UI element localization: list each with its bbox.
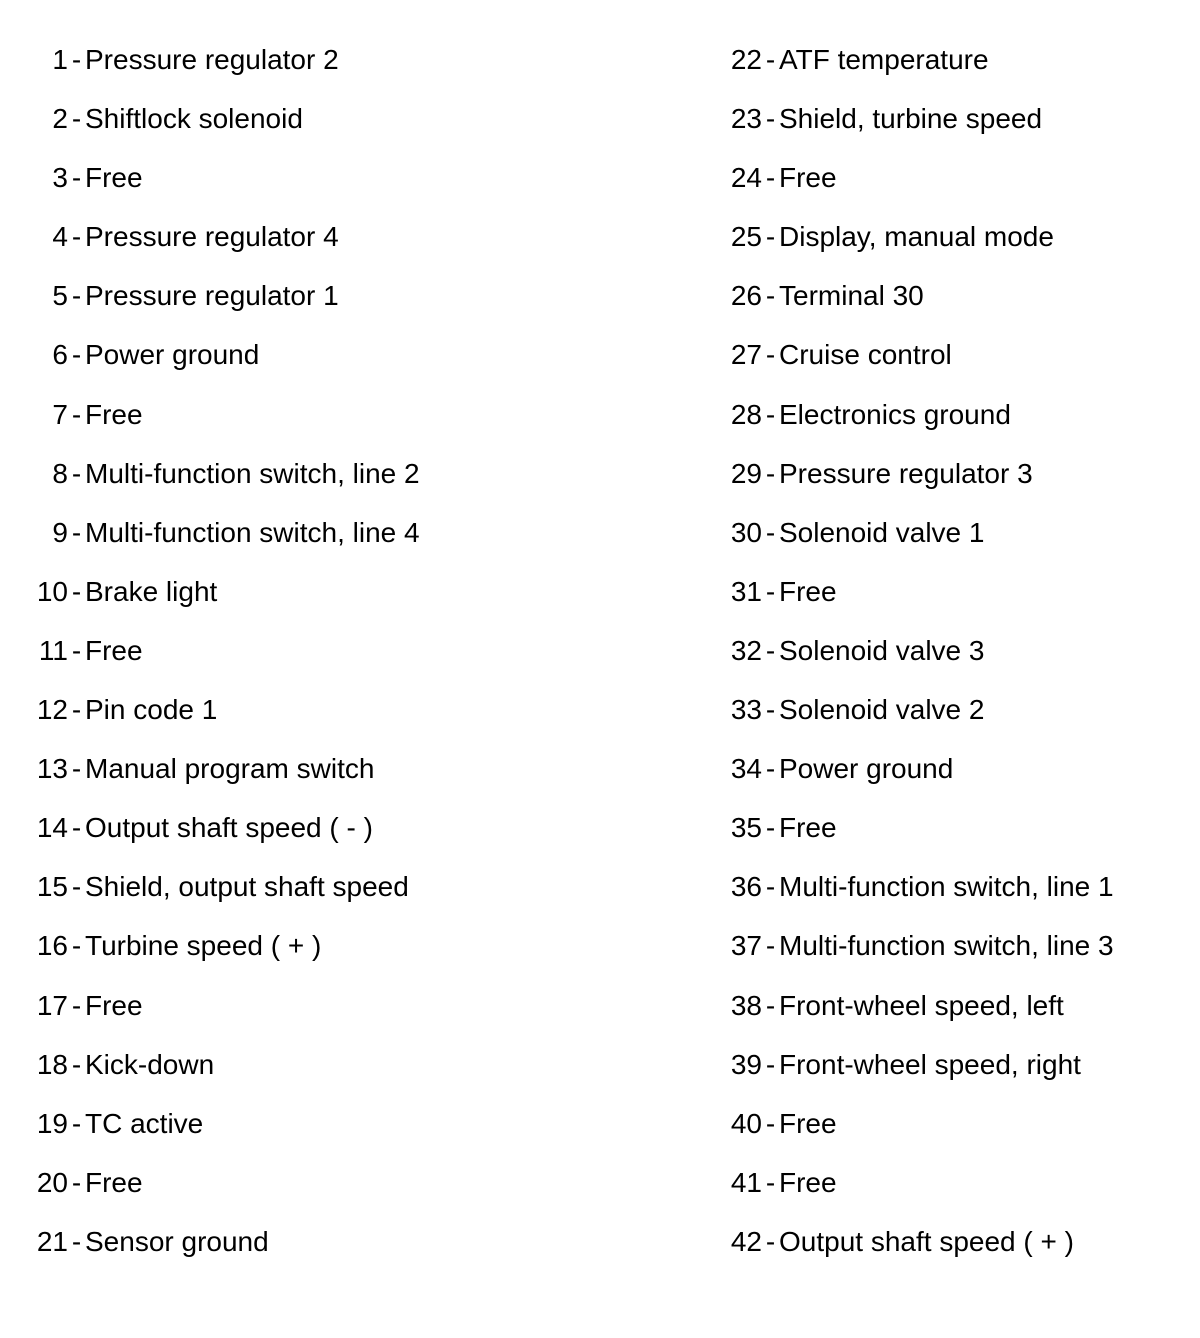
pin-label: Power ground [85, 339, 260, 371]
pin-label: Free [779, 162, 837, 194]
pin-label: Power ground [779, 753, 954, 785]
pin-separator: - [765, 634, 776, 666]
pin-number: 3 [52, 162, 68, 194]
pin-number: 11 [38, 634, 68, 666]
pin-label: Free [779, 575, 837, 607]
pin-number: 9 [52, 516, 68, 548]
pin-number: 40 [730, 1107, 762, 1139]
pin-separator: - [765, 575, 776, 607]
pin-number: 10 [36, 575, 68, 607]
pin-row [720, 1035, 1180, 1094]
pin-separator: - [765, 871, 776, 903]
pin-separator: - [765, 753, 776, 785]
pin-separator: - [765, 44, 776, 75]
pin-number: 19 [36, 1107, 68, 1139]
pin-separator: - [71, 457, 82, 489]
pin-number: 7 [52, 398, 68, 430]
pin-label: Shiftlock solenoid [85, 103, 303, 135]
pin-row [720, 621, 1180, 680]
pin-row [26, 207, 626, 266]
pin-separator: - [765, 339, 776, 371]
pin-number: 6 [52, 339, 68, 371]
pin-row [720, 89, 1180, 148]
pin-row [26, 266, 626, 325]
pin-separator: - [765, 1107, 776, 1139]
pin-row [26, 680, 626, 739]
pin-separator: - [71, 753, 82, 785]
pin-label: Shield, output shaft speed [85, 871, 409, 903]
pin-number: 22 [730, 44, 762, 75]
pin-number: 14 [36, 812, 68, 844]
pin-separator: - [71, 221, 82, 253]
pin-label: Free [85, 398, 143, 430]
pin-row [720, 680, 1180, 739]
pin-number: 18 [36, 1048, 68, 1080]
pin-number: 15 [36, 871, 68, 903]
pin-label: Multi-function switch, line 2 [85, 457, 420, 489]
pin-label: Pressure regulator 1 [85, 280, 339, 312]
pin-label: Output shaft speed ( + ) [779, 1225, 1074, 1257]
pin-row [720, 503, 1180, 562]
pin-separator: - [765, 103, 776, 135]
pin-label: Multi-function switch, line 3 [779, 930, 1114, 962]
pin-label: Multi-function switch, line 4 [85, 516, 420, 548]
pin-separator: - [765, 812, 776, 844]
pin-label: Output shaft speed ( - ) [85, 812, 373, 844]
pin-row [26, 325, 626, 384]
pin-separator: - [71, 1048, 82, 1080]
pin-number: 4 [52, 221, 68, 253]
pin-row [720, 798, 1180, 857]
pin-number: 16 [36, 930, 68, 962]
pin-row [26, 503, 626, 562]
pin-separator: - [71, 103, 82, 135]
pin-row [26, 857, 626, 916]
pin-label: Free [779, 1107, 837, 1139]
pin-row [720, 325, 1180, 384]
pin-label: Turbine speed ( + ) [85, 930, 322, 962]
pin-label: Shield, turbine speed [779, 103, 1043, 135]
pin-separator: - [765, 457, 776, 489]
pin-separator: - [71, 989, 82, 1021]
pin-separator: - [765, 1225, 776, 1257]
pin-separator: - [71, 1107, 82, 1139]
pin-number: 34 [730, 753, 762, 785]
pin-number: 39 [730, 1048, 762, 1080]
pin-label: Solenoid valve 2 [779, 694, 985, 726]
pin-separator: - [71, 398, 82, 430]
pin-number: 23 [730, 103, 762, 135]
pin-row [26, 739, 626, 798]
pin-separator: - [765, 1048, 776, 1080]
pin-row [26, 30, 626, 89]
pin-label: Free [85, 989, 143, 1021]
pin-row [26, 1153, 626, 1212]
pin-label: Multi-function switch, line 1 [779, 871, 1114, 903]
pin-number: 28 [730, 398, 762, 430]
pin-row [26, 1212, 626, 1271]
pin-number: 29 [730, 457, 762, 489]
pin-row [26, 148, 626, 207]
pin-label: Kick-down [85, 1048, 215, 1080]
pin-row [720, 1094, 1180, 1153]
pin-row [26, 798, 626, 857]
pin-separator: - [765, 989, 776, 1021]
pin-number: 17 [36, 989, 68, 1021]
pin-number: 24 [730, 162, 762, 194]
pin-number: 36 [730, 871, 762, 903]
pin-separator: - [765, 398, 776, 430]
pin-separator: - [71, 44, 82, 75]
pin-number: 35 [730, 812, 762, 844]
pin-separator: - [765, 280, 776, 312]
pin-separator: - [71, 1225, 82, 1257]
pin-row [26, 621, 626, 680]
pin-row [720, 444, 1180, 503]
pin-label: Solenoid valve 1 [779, 516, 985, 548]
pin-separator: - [71, 812, 82, 844]
pin-row [720, 148, 1180, 207]
pin-number: 13 [36, 753, 68, 785]
pin-row [26, 89, 626, 148]
pin-number: 38 [730, 989, 762, 1021]
pin-number: 20 [36, 1166, 68, 1198]
pin-number: 31 [730, 575, 762, 607]
pin-number: 32 [730, 634, 762, 666]
pin-number: 33 [730, 694, 762, 726]
pin-list-left [26, 30, 626, 1271]
pin-row [720, 1153, 1180, 1212]
pin-label: Solenoid valve 3 [779, 634, 985, 666]
pin-row [26, 562, 626, 621]
pin-number: 2 [52, 103, 68, 135]
pin-separator: - [71, 280, 82, 312]
pin-row [26, 1035, 626, 1094]
pin-label: Manual program switch [85, 753, 375, 785]
pin-number: 37 [730, 930, 762, 962]
pin-separator: - [71, 575, 82, 607]
pin-row [720, 385, 1180, 444]
pin-separator: - [71, 516, 82, 548]
pin-number: 42 [730, 1225, 762, 1257]
pin-label: Front-wheel speed, left [779, 989, 1064, 1021]
pin-label: Brake light [85, 575, 218, 607]
pin-label: Electronics ground [779, 398, 1011, 430]
pin-label: Free [85, 634, 143, 666]
pin-label: TC active [85, 1107, 204, 1139]
pin-separator: - [71, 694, 82, 726]
pin-number: 1 [52, 44, 68, 75]
pin-separator: - [765, 930, 776, 962]
pin-separator: - [71, 871, 82, 903]
pin-label: ATF temperature [779, 44, 989, 75]
pin-label: Display, manual mode [779, 221, 1054, 253]
pin-label: Sensor ground [85, 1225, 269, 1257]
pin-row [26, 385, 626, 444]
pin-label: Pressure regulator 4 [85, 221, 339, 253]
pin-label: Pin code 1 [85, 694, 218, 726]
pin-separator: - [71, 339, 82, 371]
pin-separator: - [765, 221, 776, 253]
pin-row [26, 976, 626, 1035]
pin-separator: - [71, 930, 82, 962]
pin-label: Cruise control [779, 339, 952, 371]
pin-label: Front-wheel speed, right [779, 1048, 1081, 1080]
pin-row [26, 1094, 626, 1153]
pin-number: 12 [36, 694, 68, 726]
pin-number: 25 [730, 221, 762, 253]
pin-label: Free [85, 162, 143, 194]
pin-label: Pressure regulator 2 [85, 44, 339, 75]
pin-label: Pressure regulator 3 [779, 457, 1033, 489]
pin-label: Free [779, 812, 837, 844]
pin-separator: - [71, 1166, 82, 1198]
pin-number: 5 [52, 280, 68, 312]
pin-row [720, 266, 1180, 325]
pin-row [26, 916, 626, 975]
pin-row [720, 739, 1180, 798]
pin-row [720, 1212, 1180, 1271]
pin-row [720, 916, 1180, 975]
pin-number: 26 [730, 280, 762, 312]
pin-number: 41 [730, 1166, 762, 1198]
pin-label: Free [779, 1166, 837, 1198]
pin-row [720, 976, 1180, 1035]
pin-separator: - [765, 162, 776, 194]
pin-list-right [720, 30, 1180, 1271]
pin-row [720, 562, 1180, 621]
pin-number: 30 [730, 516, 762, 548]
pin-number: 21 [36, 1225, 68, 1257]
pin-separator: - [765, 516, 776, 548]
pin-separator: - [765, 694, 776, 726]
pin-label: Terminal 30 [779, 280, 924, 312]
pin-row [720, 30, 1180, 89]
pin-separator: - [71, 162, 82, 194]
pin-number: 8 [52, 457, 68, 489]
pin-row [720, 207, 1180, 266]
pin-row [720, 857, 1180, 916]
pin-separator: - [765, 1166, 776, 1198]
pin-number: 27 [730, 339, 762, 371]
pin-row [26, 444, 626, 503]
pin-separator: - [71, 634, 82, 666]
pin-label: Free [85, 1166, 143, 1198]
